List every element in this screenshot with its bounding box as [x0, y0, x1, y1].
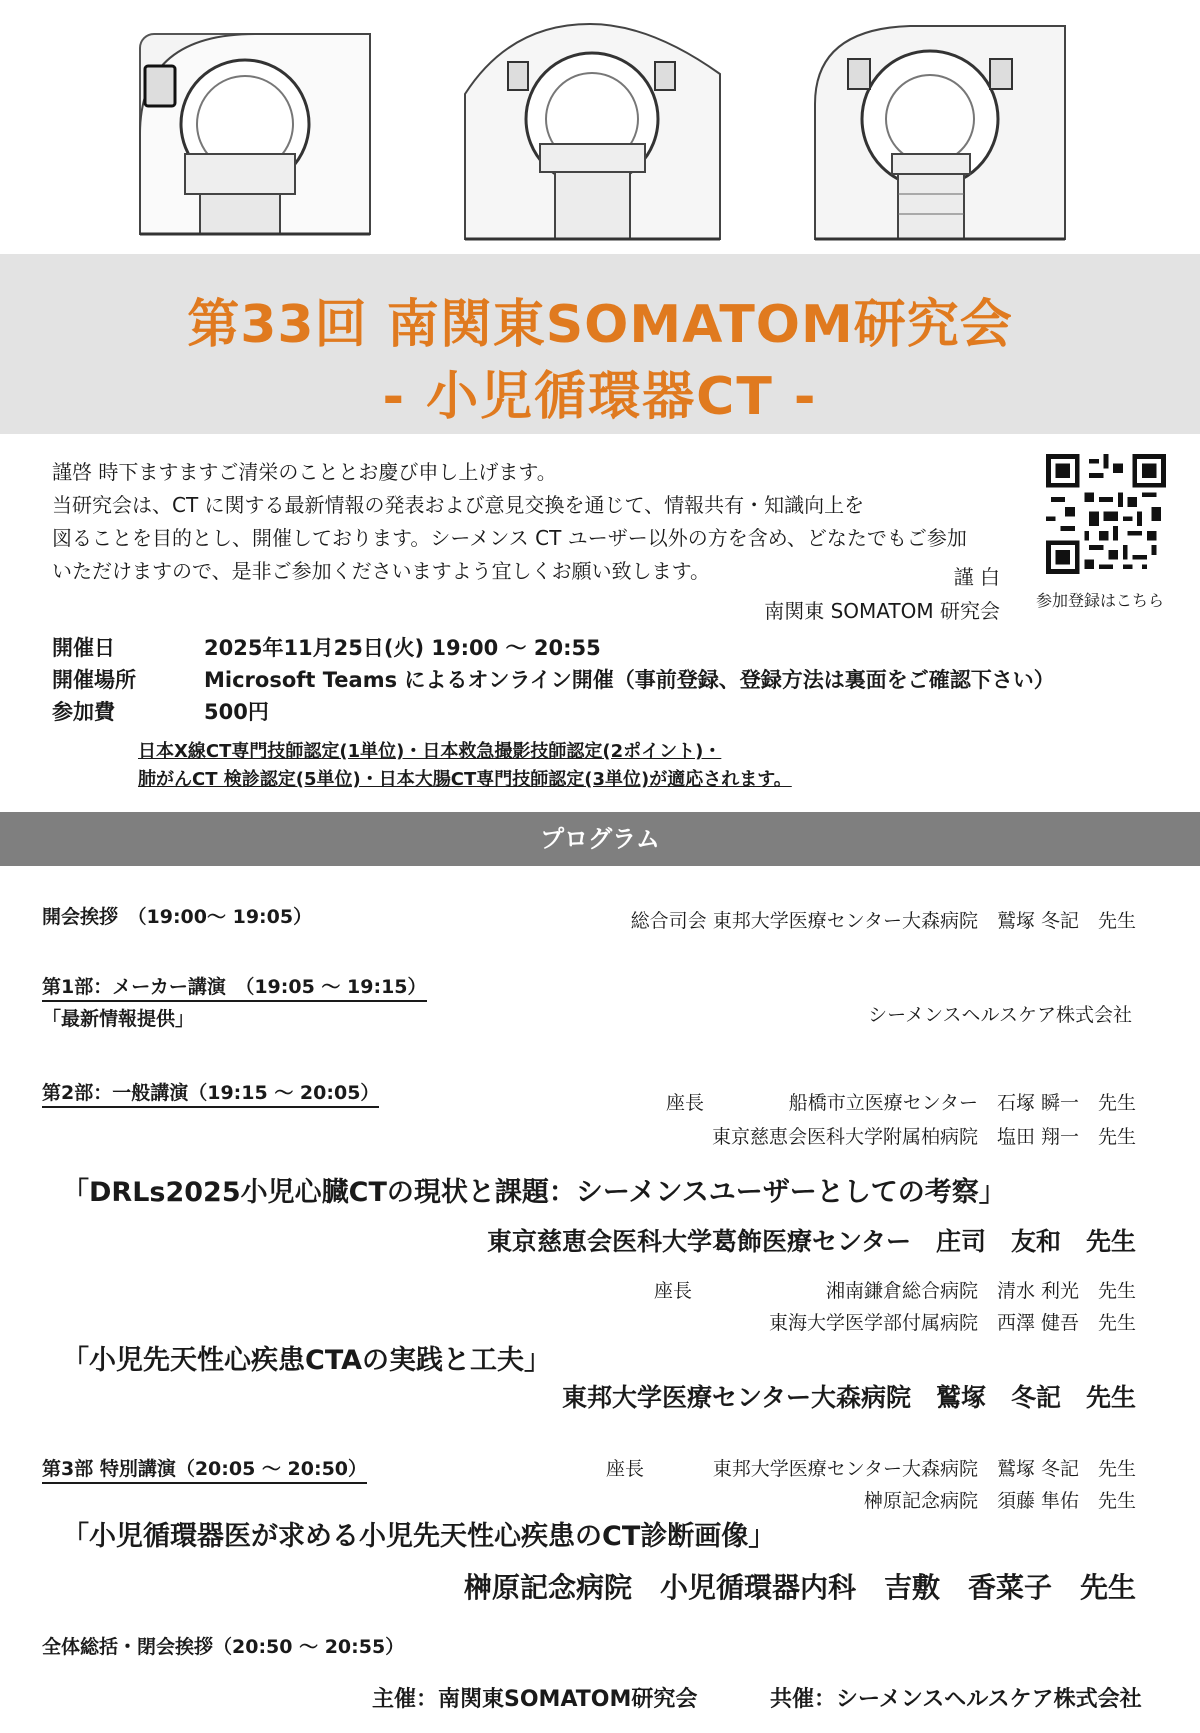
- certification-line: 肺がんCT 検診認定(5単位)・日本大腸CT専門技師認定(3単位)が適応されます。: [138, 769, 792, 790]
- title-band: [0, 254, 1200, 434]
- part2-talk1: 「DRLs2025小児心臓CTの現状と課題：シーメンスユーザーとしての考察」: [62, 1177, 1006, 1208]
- date-value: 2025年11月25日(火) 19:00 〜 20:55: [204, 636, 601, 660]
- certification-line: 日本X線CT専門技師認定(1単位)・日本救急撮影技師認定(2ポイント)・: [138, 741, 722, 762]
- part3-talk: 「小児循環器医が求める小児先天性心疾患のCT診断画像」: [62, 1521, 776, 1552]
- part2-talk2: 「小児先天性心疾患CTAの実践と工夫」: [62, 1345, 552, 1376]
- venue-label: 開催場所: [52, 668, 136, 692]
- date-label: 開催日: [52, 636, 115, 660]
- greeting-line: 当研究会は、CT に関する最新情報の発表および意見交換を通じて、情報共有・知識向上を: [52, 493, 865, 517]
- greeting-line: いただけますので、是非ご参加くださいますよう宜しくお願い致します。: [52, 559, 710, 583]
- event-title: 第33回 南関東SOMATOM研究会: [187, 295, 1013, 355]
- ct-scanner-image-2: [450, 14, 730, 249]
- fee-value: 500円: [204, 700, 269, 724]
- fee-label: 参加費: [52, 700, 115, 724]
- closing-title: 全体総括・閉会挨拶（20:50 〜 20:55）: [42, 1636, 405, 1658]
- part3-chair-label: 座長: [606, 1458, 645, 1480]
- ct-scanner-image-1: [120, 14, 400, 249]
- ct-scanner-image-3: [800, 14, 1080, 249]
- part2-speaker2: 東邦大学医療センター大森病院 鷲塚 冬記 先生: [561, 1383, 1136, 1412]
- signoff: [700, 560, 1000, 628]
- footer-cohost: 共催：シーメンスヘルスケア株式会社: [770, 1687, 1142, 1712]
- registration-qr-code[interactable]: [1046, 454, 1166, 574]
- greeting-line: 謹啓 時下ますますご清栄のこととお慶び申し上げます。: [52, 460, 557, 484]
- closing-word: 謹 白: [953, 565, 1000, 589]
- event-subtitle: - 小児循環器CT -: [382, 367, 818, 427]
- part2-speaker1: 東京慈恵会医科大学葛飾医療センター 庄司 友和 先生: [486, 1227, 1136, 1256]
- opening-host: 総合司会 東邦大学医療センター大森病院 鷲塚 冬記 先生: [630, 910, 1136, 932]
- ct-scanner-illustrations: [120, 14, 1080, 254]
- organization-name: 南関東 SOMATOM 研究会: [764, 599, 1000, 623]
- opening-title: 開会挨拶 （19:00〜 19:05）: [42, 906, 313, 928]
- certification-notice: [138, 738, 792, 794]
- part3-title: 第3部 特別講演（20:05 〜 20:50）: [42, 1454, 367, 1484]
- part3-chair-a: 東邦大学医療センター大森病院 鷲塚 冬記 先生: [712, 1458, 1136, 1480]
- part2-chair2-label: 座長: [654, 1280, 693, 1302]
- part2-chair-label: 座長: [666, 1092, 705, 1114]
- part2-chair1-a: 船橋市立医療センター 石塚 瞬一 先生: [788, 1092, 1136, 1114]
- part1-company: シーメンスヘルスケア株式会社: [868, 1004, 1132, 1026]
- part2-title: 第2部：一般講演（19:15 〜 20:05）: [42, 1078, 379, 1108]
- program-heading: プログラム: [0, 812, 1200, 866]
- part3-speaker: 榊原記念病院 小児循環器内科 吉敷 香菜子 先生: [463, 1571, 1136, 1604]
- part1-title: 第1部：メーカー講演 （19:05 〜 19:15）: [42, 972, 427, 1002]
- part2-chair2-a: 湘南鎌倉総合病院 清水 利光 先生: [825, 1280, 1136, 1302]
- venue-value: Microsoft Teams によるオンライン開催（事前登録、登録方法は裏面をご確認下さい）: [204, 668, 1055, 692]
- greeting-line: 図ることを目的とし、開催しております。シーメンス CT ユーザー以外の方を含め、どなたでもご参加: [52, 526, 967, 550]
- footer-host: 主催：南関東SOMATOM研究会: [372, 1687, 698, 1712]
- part2-chair2-b: 東海大学医学部付属病院 西澤 健吾 先生: [768, 1312, 1136, 1334]
- part1-talk: 「最新情報提供」: [42, 1008, 195, 1030]
- part2-chair1-b: 東京慈恵会医科大学附属柏病院 塩田 翔一 先生: [711, 1126, 1136, 1148]
- part3-chair-b: 榊原記念病院 須藤 隼佑 先生: [863, 1490, 1136, 1512]
- qr-caption: 参加登録はこちら: [1035, 591, 1164, 610]
